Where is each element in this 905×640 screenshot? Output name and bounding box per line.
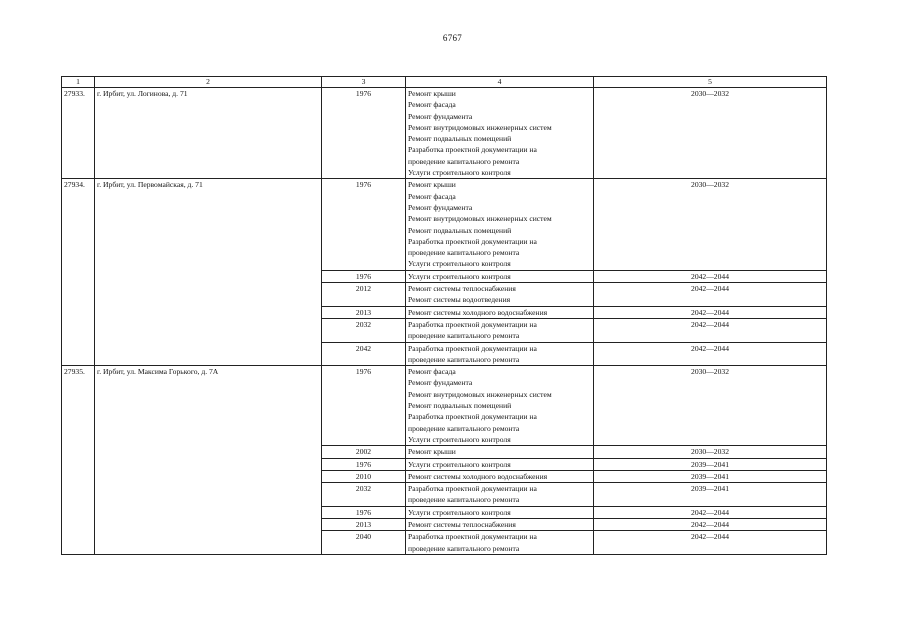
work-item: проведение капитального ремонта — [408, 543, 520, 553]
table-body — [62, 77, 827, 555]
work-item: Разработка проектной документации на — [408, 532, 537, 542]
repair-period: 2042—2044 — [594, 506, 827, 518]
object-address: г. Ирбит, ул. Логинова, д. 71 — [95, 88, 322, 179]
build-year: 1976 — [322, 366, 406, 446]
build-year: 2042 — [322, 342, 406, 366]
works-list — [406, 470, 594, 482]
repair-period: 2042—2044 — [594, 318, 827, 342]
table-row — [62, 366, 827, 446]
work-item: проведение капитального ремонта — [408, 156, 520, 166]
work-item: Ремонт крыши — [408, 180, 456, 190]
work-item: Услуги строительного контроля — [408, 459, 511, 469]
works-list — [406, 506, 594, 518]
work-item: Ремонт крыши — [408, 89, 456, 98]
works-list — [406, 518, 594, 530]
page-number: 6767 — [442, 33, 463, 43]
works-list — [406, 366, 594, 446]
build-year: 1976 — [322, 506, 406, 518]
build-year: 2010 — [322, 470, 406, 482]
work-item: Разработка проектной документации на — [408, 412, 537, 422]
works-list — [406, 318, 594, 342]
object-number: 27934. — [62, 179, 95, 366]
repair-period: 2039—2041 — [594, 470, 827, 482]
work-item: Ремонт внутридомовых инженерных систем — [408, 122, 552, 132]
repair-period: 2030—2032 — [594, 446, 827, 458]
work-item: Ремонт подвальных помещений — [408, 225, 512, 235]
build-year: 1976 — [322, 270, 406, 282]
work-item: проведение капитального ремонта — [408, 354, 520, 364]
work-item: Разработка проектной документации на — [408, 484, 537, 494]
repair-period: 2030—2032 — [594, 88, 827, 179]
repair-period: 2039—2041 — [594, 458, 827, 470]
works-list — [406, 458, 594, 470]
work-item: Ремонт фасада — [408, 191, 456, 201]
work-item: Ремонт внутридомовых инженерных систем — [408, 214, 552, 224]
work-item: проведение капитального ремонта — [408, 423, 520, 433]
work-item: Ремонт системы холодного водоснабжения — [408, 307, 548, 317]
repair-period: 2039—2041 — [594, 483, 827, 507]
repair-period: 2042—2044 — [594, 270, 827, 282]
work-item: Ремонт системы теплоснабжения — [408, 284, 516, 294]
works-list — [406, 283, 594, 307]
build-year: 2012 — [322, 283, 406, 307]
work-item: Ремонт подвальных помещений — [408, 401, 512, 411]
work-item: Разработка проектной документации на — [408, 145, 537, 155]
header-cell-3: 3 — [322, 77, 406, 88]
table-row — [62, 88, 827, 179]
repair-period: 2042—2044 — [594, 342, 827, 366]
build-year: 1976 — [322, 458, 406, 470]
repair-period: 2042—2044 — [594, 283, 827, 307]
build-year: 2032 — [322, 318, 406, 342]
work-item: Разработка проектной документации на — [408, 319, 537, 329]
works-list — [406, 446, 594, 458]
works-list — [406, 342, 594, 366]
works-list — [406, 531, 594, 555]
header-cell-4: 4 — [406, 77, 594, 88]
work-item: проведение капитального ремонта — [408, 248, 520, 258]
build-year: 2040 — [322, 531, 406, 555]
work-item: Ремонт фасада — [408, 367, 456, 377]
work-item: Ремонт подвальных помещений — [408, 134, 512, 144]
works-list — [406, 179, 594, 270]
works-list — [406, 483, 594, 507]
capital-repair-table — [61, 76, 827, 555]
header-cell-1: 1 — [62, 77, 95, 88]
work-item: Услуги строительного контроля — [408, 168, 511, 178]
work-item: Услуги строительного контроля — [408, 271, 511, 281]
object-number: 27933. — [62, 88, 95, 179]
header-row — [62, 77, 827, 88]
build-year: 2013 — [322, 518, 406, 530]
work-item: Ремонт фундамента — [408, 202, 473, 212]
repair-period: 2042—2044 — [594, 531, 827, 555]
work-item: Ремонт фундамента — [408, 111, 473, 121]
work-item: проведение капитального ремонта — [408, 331, 520, 341]
object-address: г. Ирбит, ул. Первомайская, д. 71 — [95, 179, 322, 366]
header-cell-2: 2 — [95, 77, 322, 88]
work-item: Разработка проектной документации на — [408, 236, 537, 246]
work-item: Услуги строительного контроля — [408, 507, 511, 517]
build-year: 2013 — [322, 306, 406, 318]
header-cell-5: 5 — [594, 77, 827, 88]
work-item: Услуги строительного контроля — [408, 434, 511, 444]
works-list — [406, 270, 594, 282]
build-year: 2002 — [322, 446, 406, 458]
build-year: 1976 — [322, 179, 406, 270]
work-item: Ремонт системы водоотведения — [408, 295, 511, 305]
work-item: Услуги строительного контроля — [408, 259, 511, 269]
repair-period: 2042—2044 — [594, 518, 827, 530]
works-list — [406, 88, 594, 179]
work-item: Ремонт фундамента — [408, 378, 473, 388]
table-row — [62, 179, 827, 270]
work-item: Ремонт системы холодного водоснабжения — [408, 471, 548, 481]
work-item: Ремонт фасада — [408, 100, 456, 110]
object-number: 27935. — [62, 366, 95, 555]
work-item: Разработка проектной документации на — [408, 343, 537, 353]
object-address: г. Ирбит, ул. Максима Горького, д. 7А — [95, 366, 322, 555]
build-year: 1976 — [322, 88, 406, 179]
repair-period: 2042—2044 — [594, 306, 827, 318]
works-list — [406, 306, 594, 318]
work-item: проведение капитального ремонта — [408, 495, 520, 505]
work-item: Ремонт крыши — [408, 447, 456, 457]
repair-period: 2030—2032 — [594, 366, 827, 446]
work-item: Ремонт системы теплоснабжения — [408, 519, 516, 529]
work-item: Ремонт внутридомовых инженерных систем — [408, 389, 552, 399]
repair-period: 2030—2032 — [594, 179, 827, 270]
build-year: 2032 — [322, 483, 406, 507]
